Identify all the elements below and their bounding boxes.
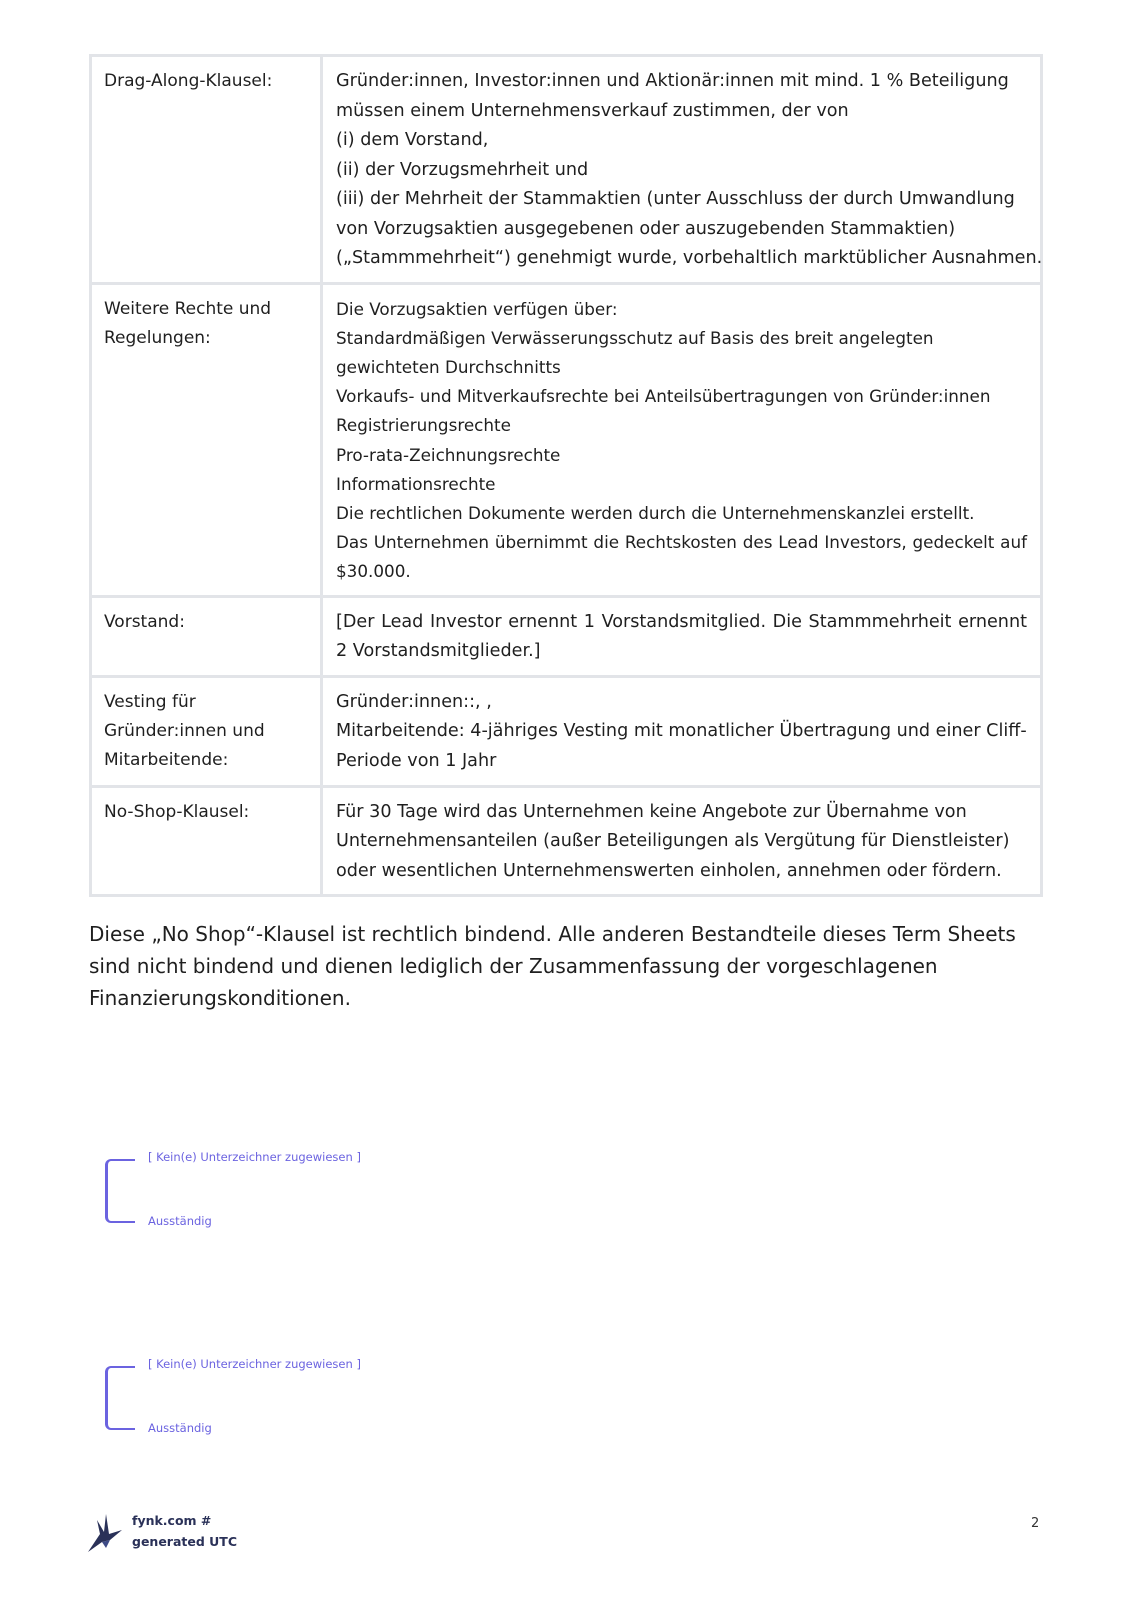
row-value-line: Das Unternehmen übernimmt die Rechtskosten des Lead Investors, gedeckelt auf $30.000. — [336, 532, 1027, 582]
row-value-line: von Vorzugsaktien ausgegebenen oder auszugebenden Stammaktien) — [336, 218, 956, 239]
row-value-line: Standardmäßigen Verwässerungsschutz auf Basis des breit angelegten gewichteten Durchschnitts — [336, 327, 934, 377]
row-value-cell — [322, 56, 1042, 284]
row-value-line: Vorkaufs- und Mitverkaufsrechte bei Anteilsübertragungen von Gründer:innen — [336, 386, 991, 407]
table-row — [91, 56, 1042, 284]
row-value-line: (ii) der Vorzugsmehrheit und — [336, 159, 589, 180]
signature-status: Ausständig — [148, 1214, 212, 1228]
row-label-cell — [91, 283, 322, 596]
table-row — [91, 786, 1042, 896]
row-value-line: (i) dem Vorstand, — [336, 130, 489, 150]
footer-generated: generated UTC — [132, 1534, 238, 1549]
row-label: Vesting für Gründer:innen und Mitarbeitende: — [104, 691, 265, 770]
row-label: Vorstand: — [104, 611, 185, 632]
closing-paragraph: Diese „No Shop“-Klausel ist rechtlich bindend. Alle anderen Bestandteile dieses Term Sheets sind nicht bindend und dienen lediglich der Zusammenfassung der vorgeschlagenen Finanzierungskonditionen. — [89, 922, 1016, 1010]
row-value-line: Registrierungsrechte — [336, 415, 511, 436]
row-value-cell — [322, 786, 1042, 896]
row-label-cell — [91, 56, 322, 284]
row-label-cell — [91, 596, 322, 676]
footer-site: fynk.com # — [132, 1513, 212, 1528]
signer-label: [ Kein(e) Unterzeichner zugewiesen ] — [148, 1357, 361, 1371]
row-value-line: Mitarbeitende: 4-jähriges Vesting mit monatlicher Übertragung und einer Cliff-Periode von 1 Jahr — [336, 721, 1027, 771]
term-sheet-table — [89, 54, 1043, 897]
table-row — [91, 283, 1042, 596]
row-value-line: Für 30 Tage wird das Unternehmen keine Angebote zur Übernahme von — [336, 801, 967, 822]
signature-field[interactable] — [105, 1357, 505, 1435]
page-number: 2 — [1031, 1516, 1040, 1531]
row-value-line: oder wesentlichen Unternehmenswerten einholen, annehmen oder fördern. — [336, 860, 1002, 881]
row-value-cell — [322, 596, 1042, 676]
signature-field[interactable] — [105, 1150, 505, 1228]
row-label-cell — [91, 786, 322, 896]
row-value-line: („Stammmehrheit“) genehmigt wurde, vorbehaltlich marktüblicher Ausnahmen. — [336, 248, 1043, 268]
row-value-line: Informationsrechte — [336, 473, 496, 494]
footer-text — [132, 1510, 237, 1552]
row-label-cell — [91, 676, 322, 786]
signature-status: Ausständig — [148, 1421, 212, 1435]
table-row — [91, 676, 1042, 786]
row-label: Weitere Rechte und Regelungen: — [104, 298, 272, 348]
row-value-line: Die Vorzugsaktien verfügen über: — [336, 298, 618, 319]
signature-bracket — [105, 1159, 135, 1223]
row-value-line: müssen einem Unternehmensverkauf zustimmen, der von — [336, 100, 849, 121]
row-value-line: (iii) der Mehrheit der Stammaktien (unter Ausschluss der durch Umwandlung — [336, 189, 1015, 209]
row-value-line: [Der Lead Investor ernennt 1 Vorstandsmitglied. Die Stammmehrheit ernennt 2 Vorstandsmitglieder.] — [336, 611, 1027, 662]
row-value-line: Unternehmensanteilen (außer Beteiligungen als Vergütung für Dienstleister) — [336, 831, 1010, 852]
row-value-line: Pro-rata-Zeichnungsrechte — [336, 444, 561, 465]
table-row — [91, 596, 1042, 676]
signature-bracket — [105, 1366, 135, 1430]
row-value-line: Gründer:innen, Investor:innen und Aktionär:innen mit mind. 1 % Beteiligung — [336, 71, 1009, 91]
row-label: Drag-Along-Klausel: — [104, 71, 273, 91]
row-value-cell — [322, 283, 1042, 596]
signer-label: [ Kein(e) Unterzeichner zugewiesen ] — [148, 1150, 361, 1164]
row-value-cell — [322, 676, 1042, 786]
row-label: No-Shop-Klausel: — [104, 801, 250, 822]
row-value-line: Gründer:innen::, , — [336, 691, 492, 712]
row-value-line: Die rechtlichen Dokumente werden durch die Unternehmenskanzlei erstellt. — [336, 502, 975, 523]
fynk-logo-icon — [88, 1512, 122, 1552]
